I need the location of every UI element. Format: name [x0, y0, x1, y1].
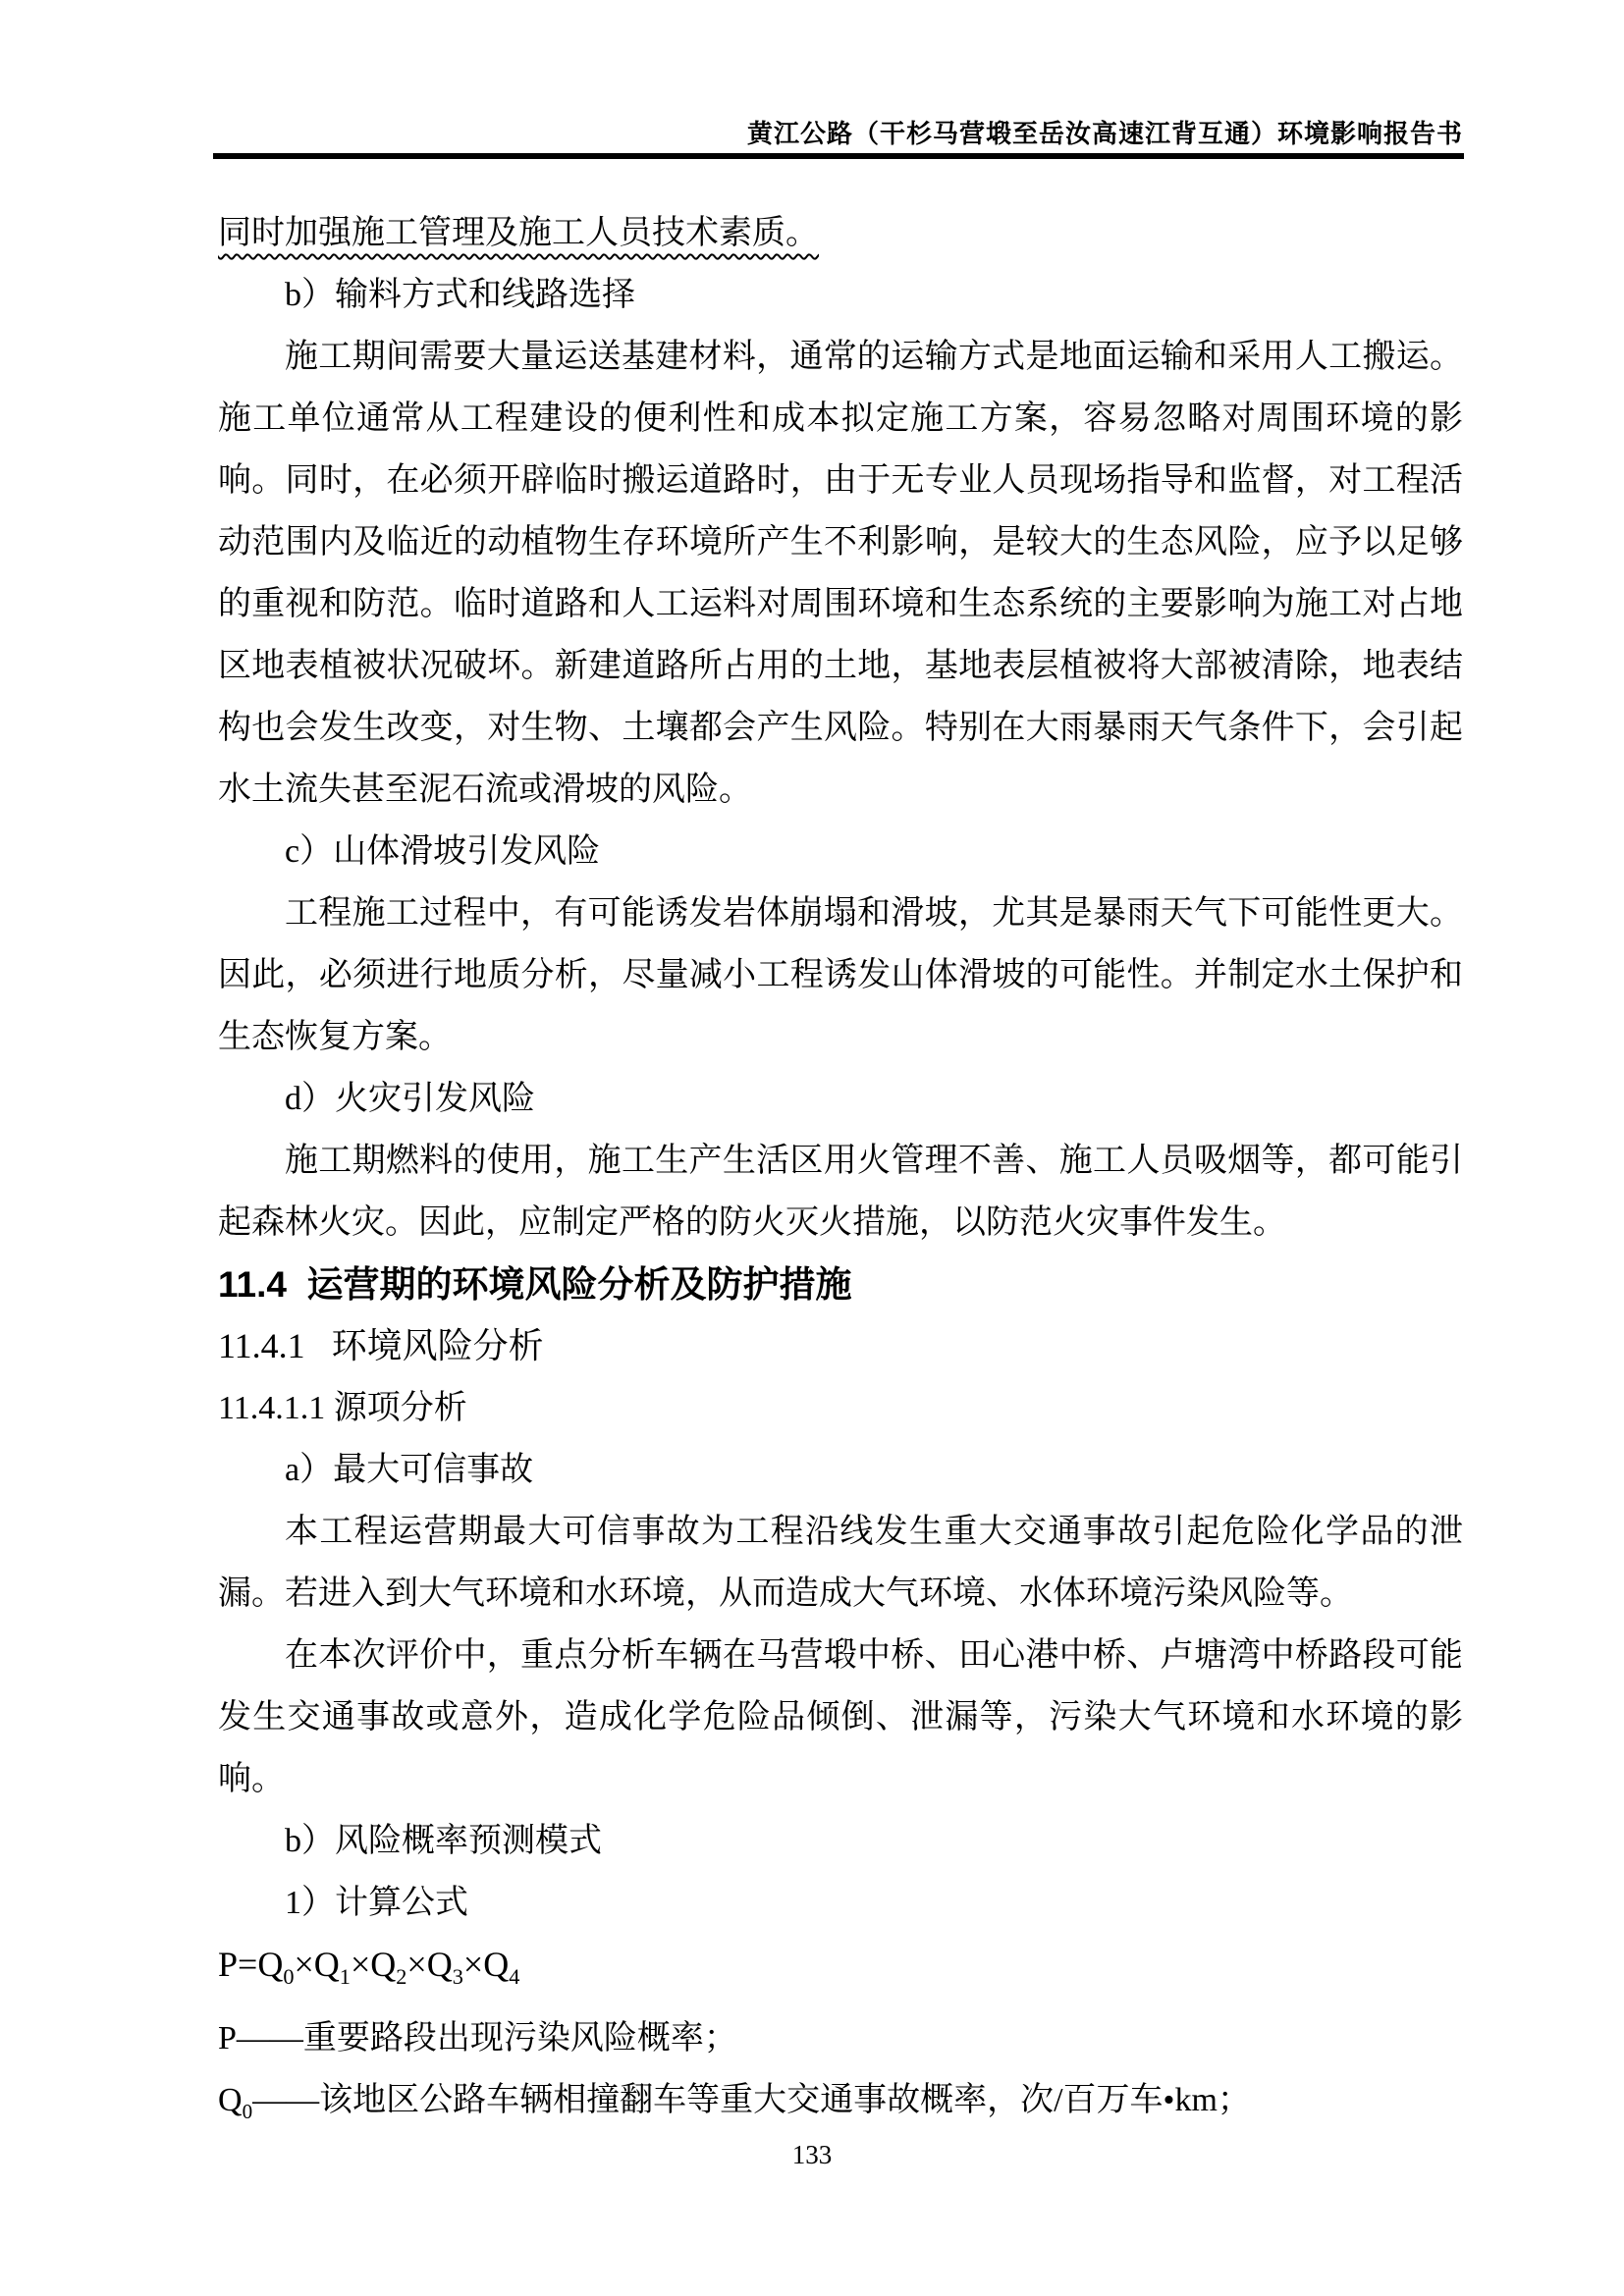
formula-risk-probability: $P=Q_0\times Q_1\times Q_2\times Q_3\times Q_4$ — [218, 1945, 520, 1990]
definition-p: P——重要路段出现污染风险概率； — [218, 2020, 737, 2057]
definition-q0: $Q_0——$该地区公路车辆相撞翻车等重大交通事故概率，次/百万车•km； — [218, 2082, 1251, 2123]
paragraph-landslide: 工程施工过程中，有可能诱发岩体崩塌和滑坡，尤其是暴雨天气下可能性更大。因此，必须进行地质分析，尽量减小工程诱发山体滑坡的可能性。并制定水土保护和生态恢复方案。 — [218, 895, 1463, 1055]
list-item-c-landslide: c）山体滑坡引发风险 — [285, 833, 601, 870]
paragraph-transport: 施工期间需要大量运送基建材料，通常的运输方式是地面运输和采用人工搬运。施工单位通常从工程建设的便利性和成本拟定施工方案，容易忽略对周围环境的影响。同时，在必须开辟临时搬运道路时，由于无专业人员现场指导和监督，对工程活动范围内及临近的动植物生存环境所产生不利影响，是较大的生态风险，应予以足够的重视和防范。临时道路和人工运料对周围环境和生态系统的主要影响为施工对占地区地表植被状况破坏。新建道路所占用的土地，基地表层植被将大部被清除，地表结构也会发生改变，对生物、土壤都会产生风险。特别在大雨暴雨天气条件下，会引起水土流失甚至泥石流或滑坡的风险。 — [218, 339, 1463, 808]
page-footer — [0, 2140, 1624, 2170]
section-heading-11-4-1-1: 11.4.1.1 源项分析 — [218, 1390, 467, 1426]
paragraph-evaluation: 在本次评价中，重点分析车辆在马营塅中桥、田心港中桥、卢塘湾中桥路段可能发生交通事故或意外，造成化学危险品倾倒、泄漏等，污染大气环境和水环境的影响。 — [218, 1637, 1463, 1797]
continuation-line — [218, 202, 1463, 264]
list-item-b-material: b）输料方式和线路选择 — [285, 277, 635, 313]
document-body — [218, 202, 1463, 2143]
wavy-underlined-text: 同时加强施工管理及施工人员技术素质。 — [218, 215, 819, 251]
paragraph-fire: 施工期燃料的使用，施工生产生活区用火管理不善、施工人员吸烟等，都可能引起森林火灾。因此，应制定严格的防火灭火措施，以防范火灾事件发生。 — [218, 1143, 1463, 1241]
page-header-title: 黄江公路（干杉马营塅至岳汝高速江背互通）环境影响报告书 — [746, 120, 1463, 148]
header-rule — [213, 153, 1464, 159]
list-item-d-fire: d）火灾引发风险 — [285, 1081, 535, 1117]
section-heading-11-4-1: 11.4.1 环境风险分析 — [218, 1326, 544, 1365]
list-item-b-probability: b）风险概率预测模式 — [285, 1823, 602, 1859]
section-heading-11-4: 11.4 运营期的环境风险分析及防护措施 — [218, 1264, 852, 1305]
list-item-1-formula: 1）计算公式 — [285, 1885, 468, 1921]
list-item-a-accident: a）最大可信事故 — [285, 1452, 534, 1488]
page-number: 133 — [791, 2140, 833, 2169]
paragraph-accident: 本工程运营期最大可信事故为工程沿线发生重大交通事故引起危险化学品的泄漏。若进入到大气环境和水环境，从而造成大气环境、水体环境污染风险等。 — [218, 1514, 1463, 1612]
